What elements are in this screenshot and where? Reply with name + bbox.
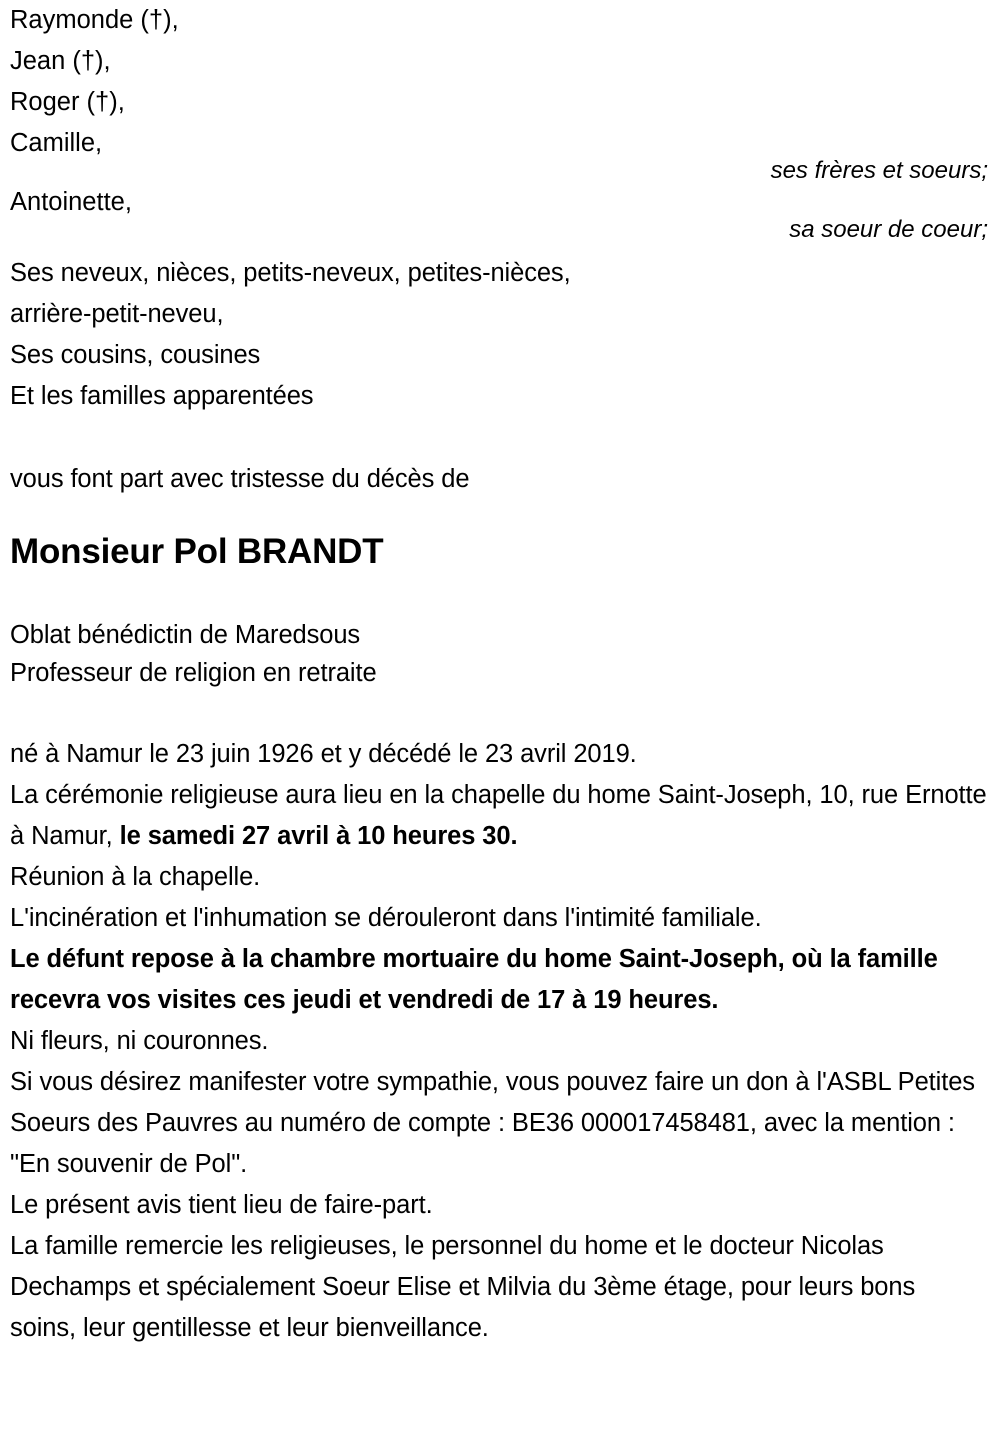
survivor-name: Camille, <box>10 129 103 157</box>
survivor-name: Raymonde (†), <box>10 6 179 34</box>
extended-family-line: Ses neveux, nièces, petits-neveux, petites-nièces, <box>10 259 571 287</box>
cremation-line: L'incinération et l'inhumation se dérouleront dans l'intimité familiale. <box>10 904 762 932</box>
deceased-roles-block <box>10 616 988 692</box>
ceremony-text: La cérémonie religieuse aura lieu en la chapelle du home Saint-Joseph, 10, rue Ernotte à Namur, <box>10 781 987 850</box>
visitation-paragraph: Le défunt repose à la chambre mortuaire du home Saint-Joseph, où la famille recevra vos visites ces jeudi et vendredi de 17 à 19 heures. <box>10 945 938 1014</box>
notice-line: Le présent avis tient lieu de faire-part. <box>10 1191 433 1219</box>
ceremony-paragraph <box>10 775 988 857</box>
no-flowers-line: Ni fleurs, ni couronnes. <box>10 1027 269 1055</box>
survivors-block <box>10 0 988 243</box>
deceased-name: Monsieur Pol BRANDT <box>10 532 384 571</box>
extended-family-line: Et les familles apparentées <box>10 382 314 410</box>
birth-death-line: né à Namur le 23 juin 1926 et y décédé le 23 avril 2019. <box>10 740 637 768</box>
extended-family-block <box>10 253 988 417</box>
extended-family-line: Ses cousins, cousines <box>10 341 261 369</box>
deceased-role: Professeur de religion en retraite <box>10 659 377 687</box>
spacer <box>10 692 988 734</box>
survivor-name: Roger (†), <box>10 88 125 116</box>
survivor-name: Jean (†), <box>10 47 111 75</box>
deceased-role: Oblat bénédictin de Maredsous <box>10 621 361 649</box>
thanks-paragraph: La famille remercie les religieuses, le personnel du home et le docteur Nicolas Dechamps et spécialement Soeur Elise et Milvia du 3ème étage, pour leurs bons soins, leur gentillesse et leur bienveillance. <box>10 1232 916 1342</box>
gathering-line: Réunion à la chapelle. <box>10 863 261 891</box>
spacer <box>10 500 988 530</box>
announcement-intro: vous font part avec tristesse du décès de <box>10 465 470 493</box>
spacer <box>10 417 988 459</box>
caption-freres-et-soeurs: ses frères et soeurs; <box>770 157 988 184</box>
ceremony-datetime: le samedi 27 avril à 10 heures 30. <box>119 822 518 850</box>
spacer <box>10 574 988 616</box>
survivor-name: Antoinette, <box>10 188 132 216</box>
extended-family-line: arrière-petit-neveu, <box>10 300 224 328</box>
caption-soeur-de-coeur: sa soeur de coeur; <box>789 216 988 243</box>
donation-paragraph: Si vous désirez manifester votre sympathie, vous pouvez faire un don à l'ASBL Petites Soeurs des Pauvres au numéro de compte : BE36 000017458481, avec la mention : "En souvenir de Pol". <box>10 1068 975 1178</box>
